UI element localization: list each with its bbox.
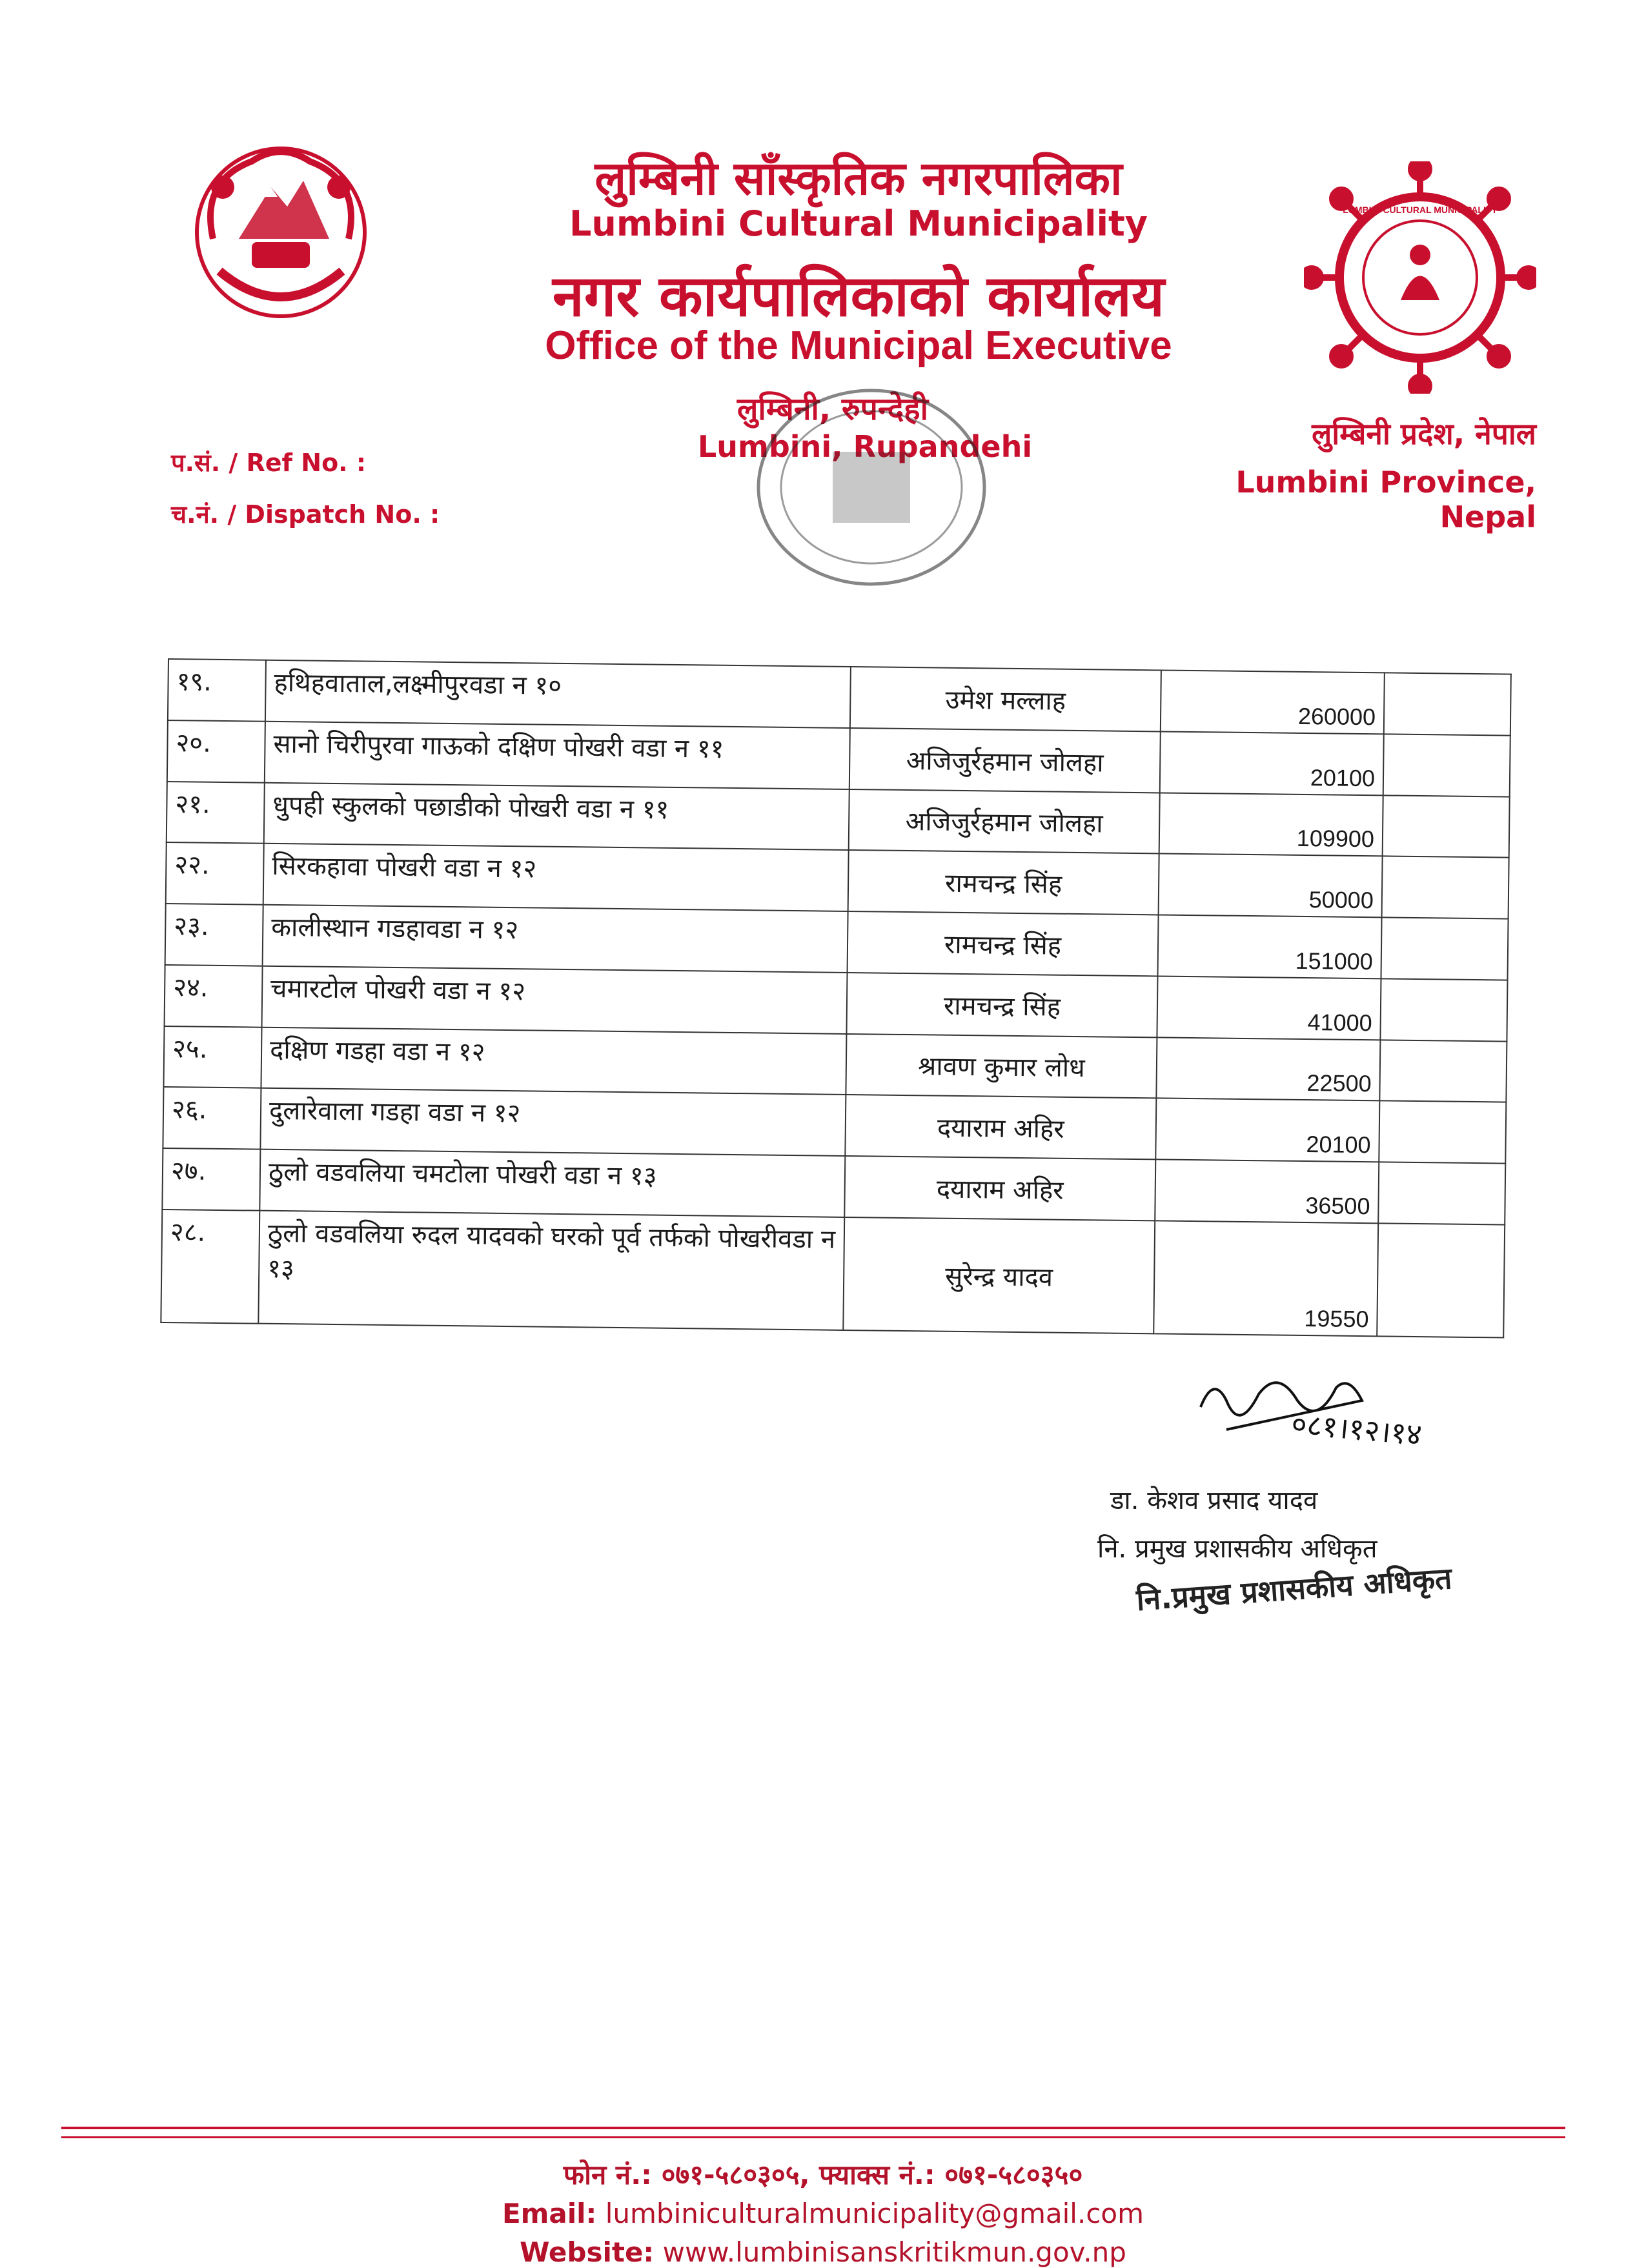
- row-recipient-name: रामचन्द्र सिंह: [846, 973, 1157, 1037]
- row-location: सिरकहावा पोखरी वडा न १२: [263, 844, 849, 911]
- row-location: ठुलो वडवलिया चमटोला पोखरी वडा न १३: [259, 1149, 845, 1217]
- row-amount: 20100: [1160, 731, 1384, 795]
- row-amount: 41000: [1157, 976, 1381, 1040]
- row-location: धुपही स्कुलको पछाडीको पोखरी वडा न ११: [264, 782, 849, 850]
- row-empty-cell: [1378, 1162, 1505, 1224]
- office-name-en: Office of the Municipal Executive: [545, 323, 1172, 368]
- row-location: कालीस्थान गडहावडा न १२: [263, 905, 848, 973]
- footer-phone-fax: फोन नं.: ०७१-५८०३०५, फ्याक्स नं.: ०७१-५८०३५०: [563, 2159, 1083, 2191]
- row-recipient-name: दयाराम अहिर: [845, 1095, 1156, 1159]
- row-recipient-name: श्रावण कुमार लोध: [846, 1034, 1157, 1099]
- row-serial-number: २८.: [161, 1210, 259, 1324]
- row-amount: 36500: [1155, 1160, 1379, 1224]
- row-location: दक्षिण गडहा वडा न १२: [261, 1027, 846, 1095]
- row-recipient-name: अजिजुर्रहमान जोलहा: [849, 728, 1161, 793]
- row-empty-cell: [1379, 1040, 1507, 1102]
- footer-website-link[interactable]: www.lumbinisanskritikmun.gov.np: [662, 2236, 1126, 2268]
- row-serial-number: २५.: [163, 1026, 261, 1088]
- footer-divider: [61, 2127, 1565, 2129]
- table-row: [161, 1210, 1505, 1338]
- municipality-name-np: लुम्बिनी साँस्कृतिक नगरपालिका: [594, 151, 1123, 205]
- row-serial-number: २१.: [167, 782, 265, 844]
- footer-website-label: Website:: [520, 2236, 655, 2268]
- row-location: हथिहवाताल,लक्ष्मीपुरवडा न १०: [265, 660, 851, 728]
- row-recipient-name: अजिजुर्रहमान जोलहा: [849, 789, 1160, 854]
- row-serial-number: २७.: [162, 1148, 260, 1210]
- row-serial-number: २२.: [166, 842, 264, 904]
- row-serial-number: २०.: [167, 720, 265, 782]
- signature-date: ०८१।१२।१४: [1290, 1406, 1423, 1452]
- designation-stamp: नि.प्रमुख प्रशासकीय अधिकृत: [1135, 1560, 1453, 1618]
- row-empty-cell: [1383, 734, 1510, 796]
- row-amount: 151000: [1158, 915, 1382, 978]
- municipality-name-en: Lumbini Cultural Municipality: [569, 203, 1148, 244]
- row-recipient-name: उमेश मल्लाह: [850, 667, 1161, 731]
- fund-allocation-table: [160, 658, 1478, 1338]
- signature-scribble-icon: [1188, 1362, 1459, 1465]
- province-en: Lumbini Province, Nepal: [1235, 465, 1536, 534]
- signatory-title: नि. प्रमुख प्रशासकीय अधिकृत: [1097, 1534, 1377, 1564]
- row-amount: 260000: [1161, 670, 1385, 734]
- row-empty-cell: [1381, 917, 1508, 980]
- municipality-wheel-emblem-icon: [1304, 161, 1536, 394]
- footer-email-link[interactable]: lumbiniculturalmunicipality@gmail.com: [605, 2198, 1144, 2229]
- ref-number-label: प.सं. / Ref No. :: [171, 449, 367, 477]
- row-empty-cell: [1383, 795, 1510, 858]
- row-serial-number: २४.: [165, 965, 263, 1027]
- row-amount: 109900: [1159, 793, 1383, 856]
- row-recipient-name: सुरेन्द्र यादव: [843, 1217, 1155, 1334]
- row-serial-number: २३.: [165, 904, 263, 966]
- province-np: लुम्बिनी प्रदेश, नेपाल: [1312, 416, 1536, 451]
- office-name-np: नगर कार्यपालिकाको कार्यालय: [553, 263, 1164, 329]
- row-empty-cell: [1382, 856, 1509, 919]
- row-amount: 50000: [1159, 854, 1383, 918]
- office-stamp-icon: [742, 381, 1001, 594]
- row-location: चमारटोल पोखरी वडा न १२: [262, 966, 848, 1034]
- footer-website-line: [0, 2236, 1646, 2268]
- footer-email-label: Email:: [502, 2198, 597, 2229]
- row-amount: 22500: [1156, 1037, 1380, 1101]
- row-recipient-name: रामचन्द्र सिंह: [848, 911, 1159, 976]
- footer-divider-secondary: [61, 2136, 1565, 2138]
- row-empty-cell: [1380, 978, 1507, 1041]
- row-location: सानो चिरीपुरवा गाऊको दक्षिण पोखरी वडा न ११: [265, 721, 850, 789]
- footer-email-line: [0, 2198, 1646, 2229]
- nepal-emblem-icon: [174, 129, 387, 336]
- row-amount: 19550: [1153, 1220, 1378, 1336]
- emblem-text: LUMBINI CULTURAL MUNICIPALITY: [1343, 205, 1498, 215]
- row-recipient-name: दयाराम अहिर: [844, 1156, 1155, 1220]
- dispatch-number-label: च.नं. / Dispatch No. :: [171, 500, 440, 529]
- place-en: Lumbini, Rupandehi: [697, 429, 1033, 464]
- row-empty-cell: [1379, 1101, 1506, 1164]
- place-np: लुम्बिनी, रुपन्देही: [737, 391, 929, 427]
- row-recipient-name: रामचन्द्र सिंह: [848, 850, 1159, 915]
- row-serial-number: २६.: [163, 1087, 261, 1149]
- row-serial-number: १९.: [168, 659, 266, 721]
- row-location: ठुलो वडवलिया रुदल यादवको घरको पूर्व तर्फको पोखरीवडा न १३: [258, 1211, 844, 1330]
- signatory-name: डा. केशव प्रसाद यादव: [1110, 1486, 1318, 1515]
- row-empty-cell: [1384, 673, 1511, 735]
- row-amount: 20100: [1155, 1099, 1379, 1162]
- row-location: दुलारेवाला गडहा वडा न १२: [260, 1088, 846, 1156]
- row-empty-cell: [1377, 1223, 1505, 1337]
